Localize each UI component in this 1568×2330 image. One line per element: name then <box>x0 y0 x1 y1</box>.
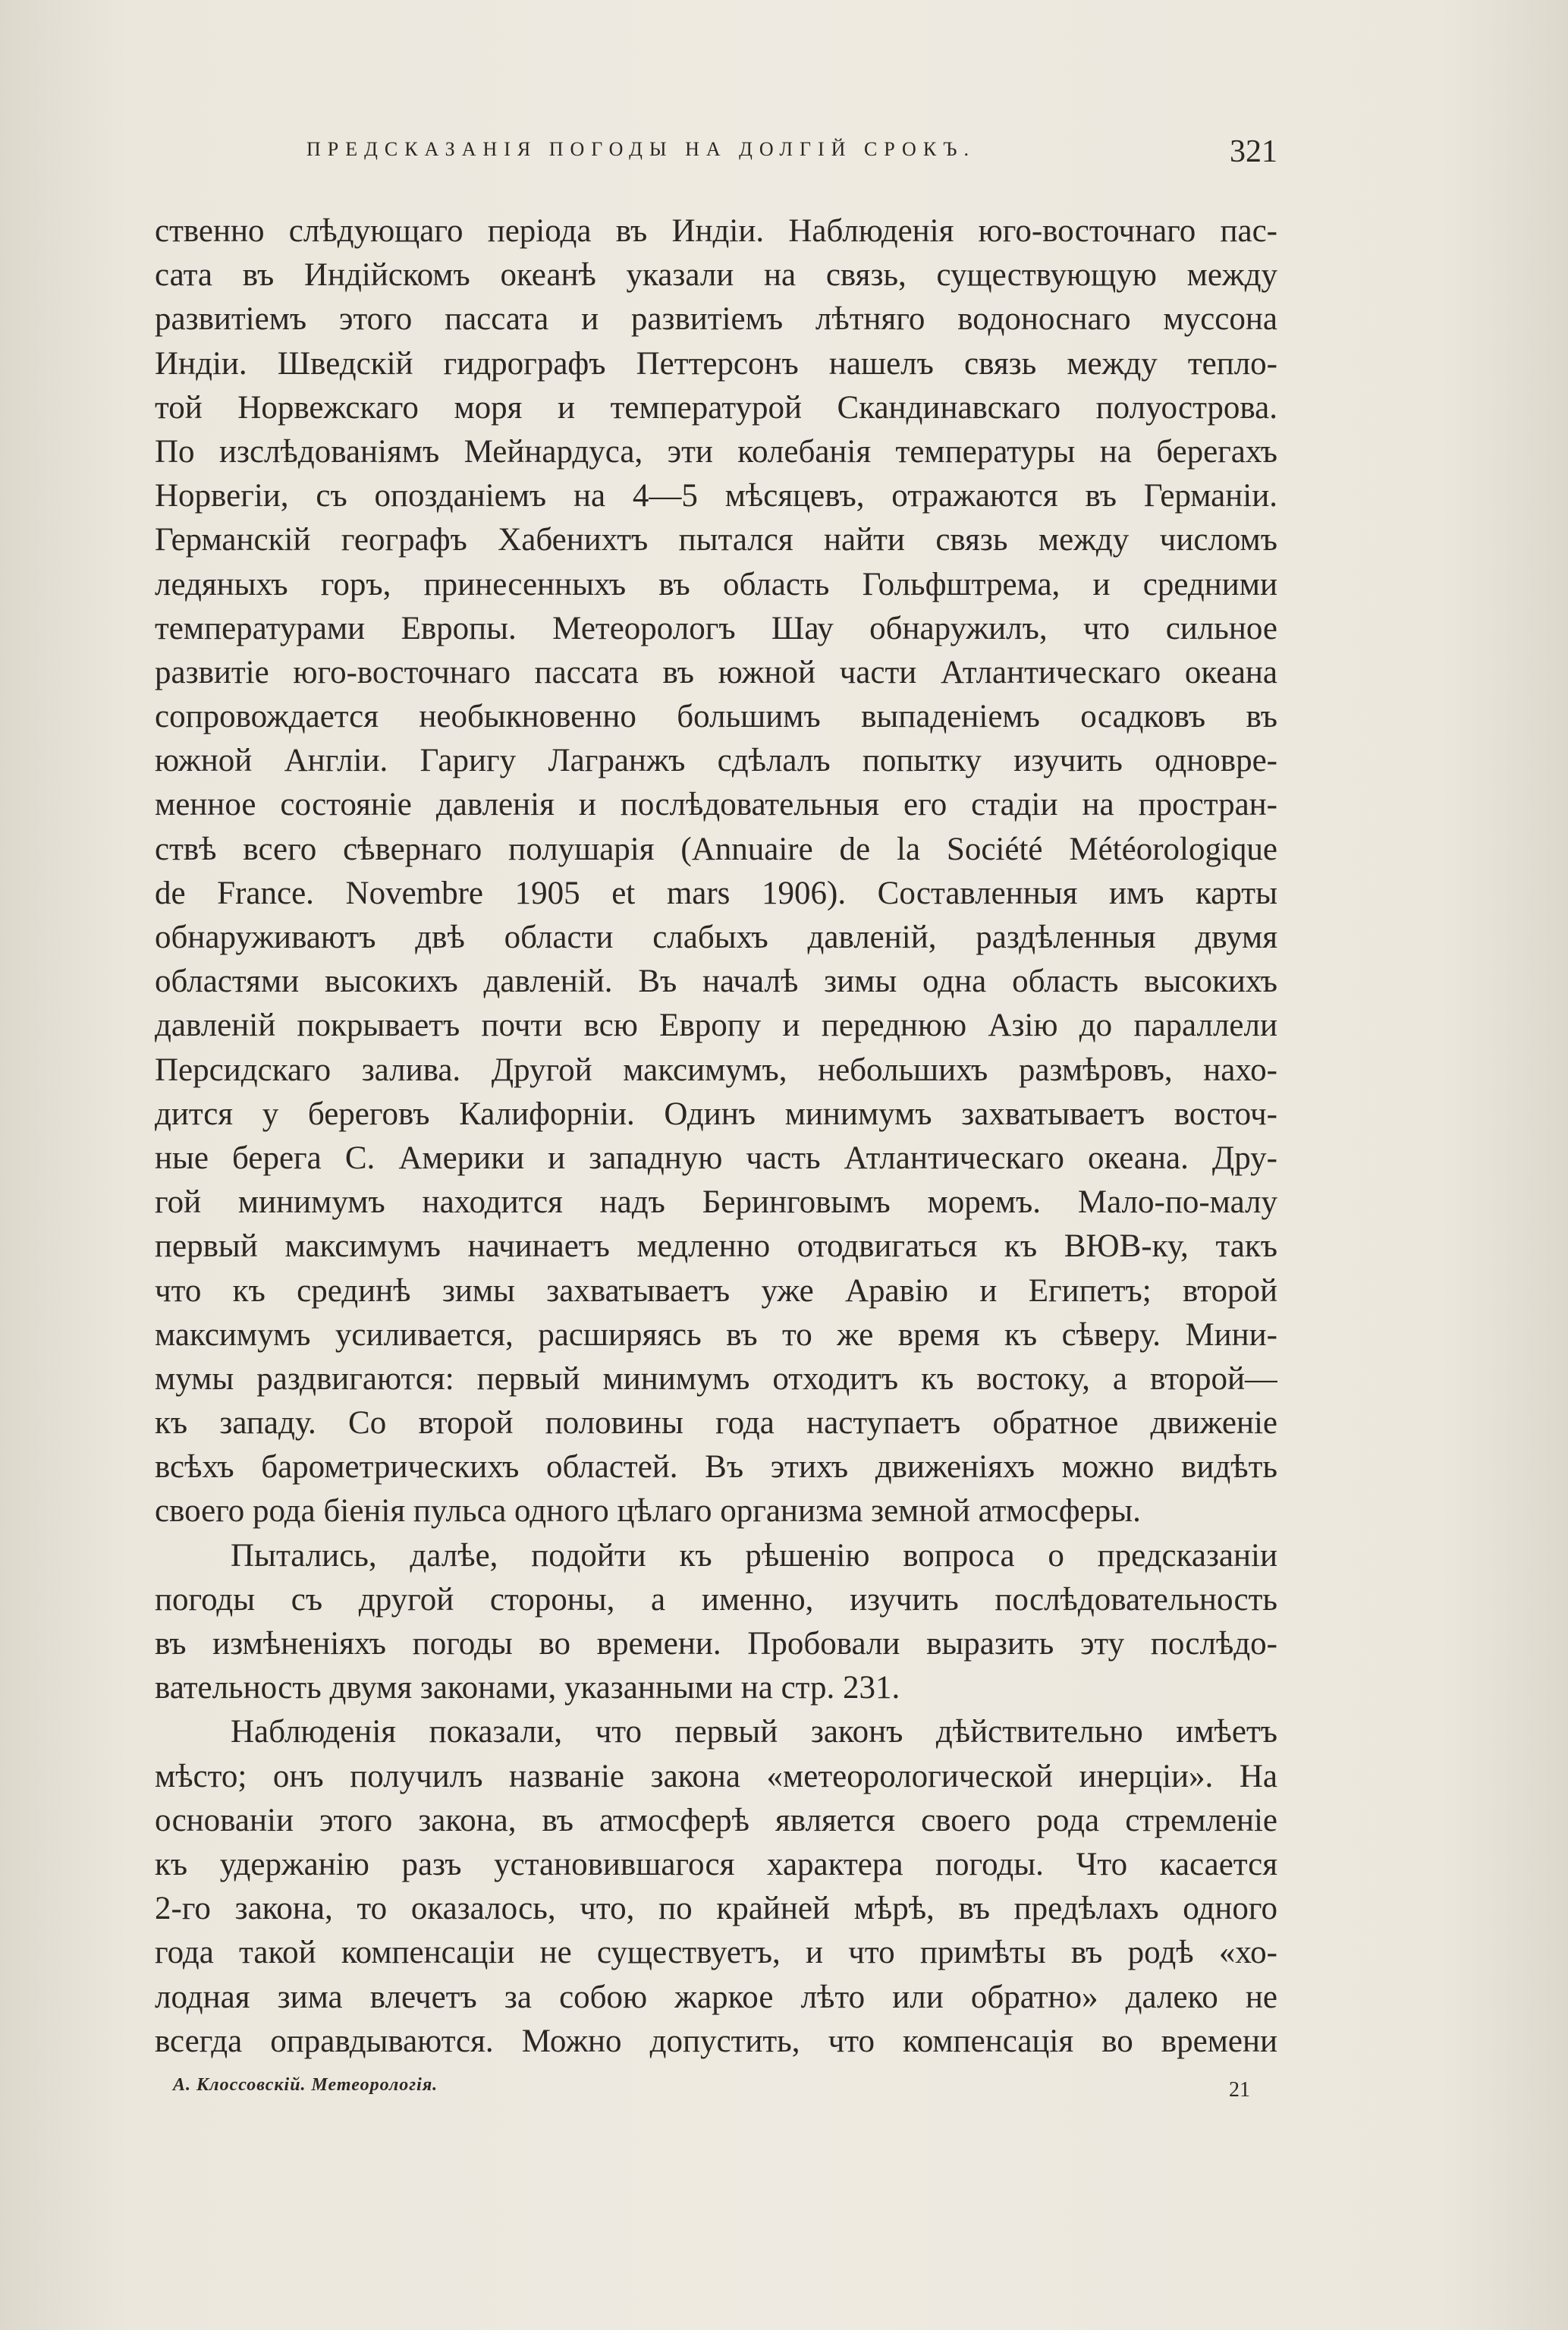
text-line-17: обнаруживаютъ двѣ области слабыхъ давленій, раздѣленныя двумя <box>155 920 1277 955</box>
text-line-8: Германскій географъ Хабенихтъ пытался найти связь между числомъ <box>155 522 1277 558</box>
text-line-34: вательность двумя законами, указанными на стр. 231. <box>155 1670 900 1706</box>
text-line-1: ственно слѣдующаго періода въ Индіи. Наблюденія юго-восточнаго пас- <box>155 213 1277 249</box>
text-line-22: ные берега С. Америки и западную часть Атлантическаго океана. Дру- <box>155 1140 1277 1176</box>
text-line-41: лодная зима влечетъ за собою жаркое лѣто или обратно» далеко не <box>155 1979 1277 2015</box>
signature: А. Клоссовскій. Метеорологія. <box>173 2075 438 2095</box>
text-line-35: Наблюденія показали, что первый законъ дѣйствительно имѣетъ <box>231 1714 1277 1750</box>
text-line-7: Норвегіи, съ опозданіемъ на 4—5 мѣсяцевъ, отражаются въ Германіи. <box>155 478 1277 514</box>
text-line-16: de France. Novembre 1905 et mars 1906). Составленныя имъ карты <box>155 875 1277 911</box>
text-line-3: развитіемъ этого пассата и развитіемъ лѣтняго водоноснаго муссона <box>155 301 1277 338</box>
text-line-27: мумы раздвигаются: первый минимумъ отходитъ къ востоку, а второй— <box>155 1360 1277 1397</box>
page-header <box>155 134 1277 179</box>
text-line-40: года такой компенсаціи не существуетъ, и что примѣты въ родѣ «хо- <box>155 1935 1277 1971</box>
text-line-38: къ удержанію разъ установившагося характера погоды. Что касается <box>155 1846 1277 1882</box>
text-line-10: температурами Европы. Метеорологъ Шау обнаружилъ, что сильное <box>155 610 1277 646</box>
sheet-number: 21 <box>1229 2078 1250 2102</box>
text-line-36: мѣсто; онъ получилъ названіе закона «метеорологической инерціи». На <box>155 1758 1277 1794</box>
page-number: 321 <box>1230 134 1277 169</box>
text-line-30: своего рода біенія пульса одного цѣлаго организма земной атмосферы. <box>155 1493 1141 1530</box>
page-footer <box>173 2075 1250 2113</box>
text-line-11: развитіе юго-восточнаго пассата въ южной части Атлантическаго океана <box>155 654 1277 690</box>
text-line-31: Пытались, далѣе, подойти къ рѣшенію вопроса о предсказаніи <box>231 1537 1277 1574</box>
text-line-39: 2-го закона, то оказалось, что, по крайней мѣрѣ, въ предѣлахъ одного <box>155 1891 1277 1927</box>
text-line-6: По изслѣдованіямъ Мейнардуса, эти колебанія температуры на берегахъ <box>155 433 1277 470</box>
text-line-32: погоды съ другой стороны, а именно, изучить послѣдовательность <box>155 1581 1277 1618</box>
text-line-42: всегда оправдываются. Можно допустить, что компенсація во времени <box>155 2023 1277 2059</box>
text-line-20: Персидскаго залива. Другой максимумъ, небольшихъ размѣровъ, нахо- <box>155 1052 1277 1088</box>
text-line-29: всѣхъ барометрическихъ областей. Въ этихъ движеніяхъ можно видѣть <box>155 1449 1277 1486</box>
text-line-21: дится у береговъ Калифорніи. Одинъ минимумъ захватываетъ восточ- <box>155 1096 1277 1132</box>
text-line-33: въ измѣненіяхъ погоды во времени. Пробовали выразить эту послѣдо- <box>155 1626 1277 1662</box>
text-line-2: сата въ Индійскомъ океанѣ указали на связь, существующую между <box>155 257 1277 294</box>
text-line-18: областями высокихъ давленій. Въ началѣ зимы одна область высокихъ <box>155 964 1277 1000</box>
running-title: ПРЕДСКАЗАНІЯ ПОГОДЫ НА ДОЛГІЙ СРОКЪ. <box>306 138 976 160</box>
text-line-23: гой минимумъ находится надъ Беринговымъ моремъ. Мало-по-малу <box>155 1184 1277 1221</box>
text-line-9: ледяныхъ горъ, принесенныхъ въ область Гольфштрема, и средними <box>155 566 1277 602</box>
text-line-15: ствѣ всего сѣвернаго полушарія (Annuaire de la Société Météorologique <box>155 831 1277 867</box>
body-text <box>155 209 1277 2064</box>
text-line-14: менное состояніе давленія и послѣдовательныя его стадіи на простран- <box>155 787 1277 823</box>
text-line-24: первый максимумъ начинаетъ медленно отодвигаться къ ВЮВ-ку, такъ <box>155 1228 1277 1265</box>
text-line-4: Индіи. Шведскій гидрографъ Петтерсонъ нашелъ связь между тепло- <box>155 345 1277 382</box>
text-line-13: южной Англіи. Гаригу Лагранжъ сдѣлалъ попытку изучить одновре- <box>155 743 1277 779</box>
text-line-19: давленій покрываетъ почти всю Европу и переднюю Азію до параллели <box>155 1008 1277 1044</box>
text-line-26: максимумъ усиливается, расширяясь въ то же время къ сѣверу. Мини- <box>155 1316 1277 1353</box>
text-line-5: той Норвежскаго моря и температурой Скандинавскаго полуострова. <box>155 389 1277 426</box>
text-line-12: сопровождается необыкновенно большимъ выпаденіемъ осадковъ въ <box>155 699 1277 735</box>
text-line-37: основаніи этого закона, въ атмосферѣ является своего рода стремленіе <box>155 1802 1277 1838</box>
text-line-28: къ западу. Со второй половины года наступаетъ обратное движеніе <box>155 1405 1277 1442</box>
text-line-25: что къ срединѣ зимы захватываетъ уже Аравію и Египетъ; второй <box>155 1272 1277 1309</box>
